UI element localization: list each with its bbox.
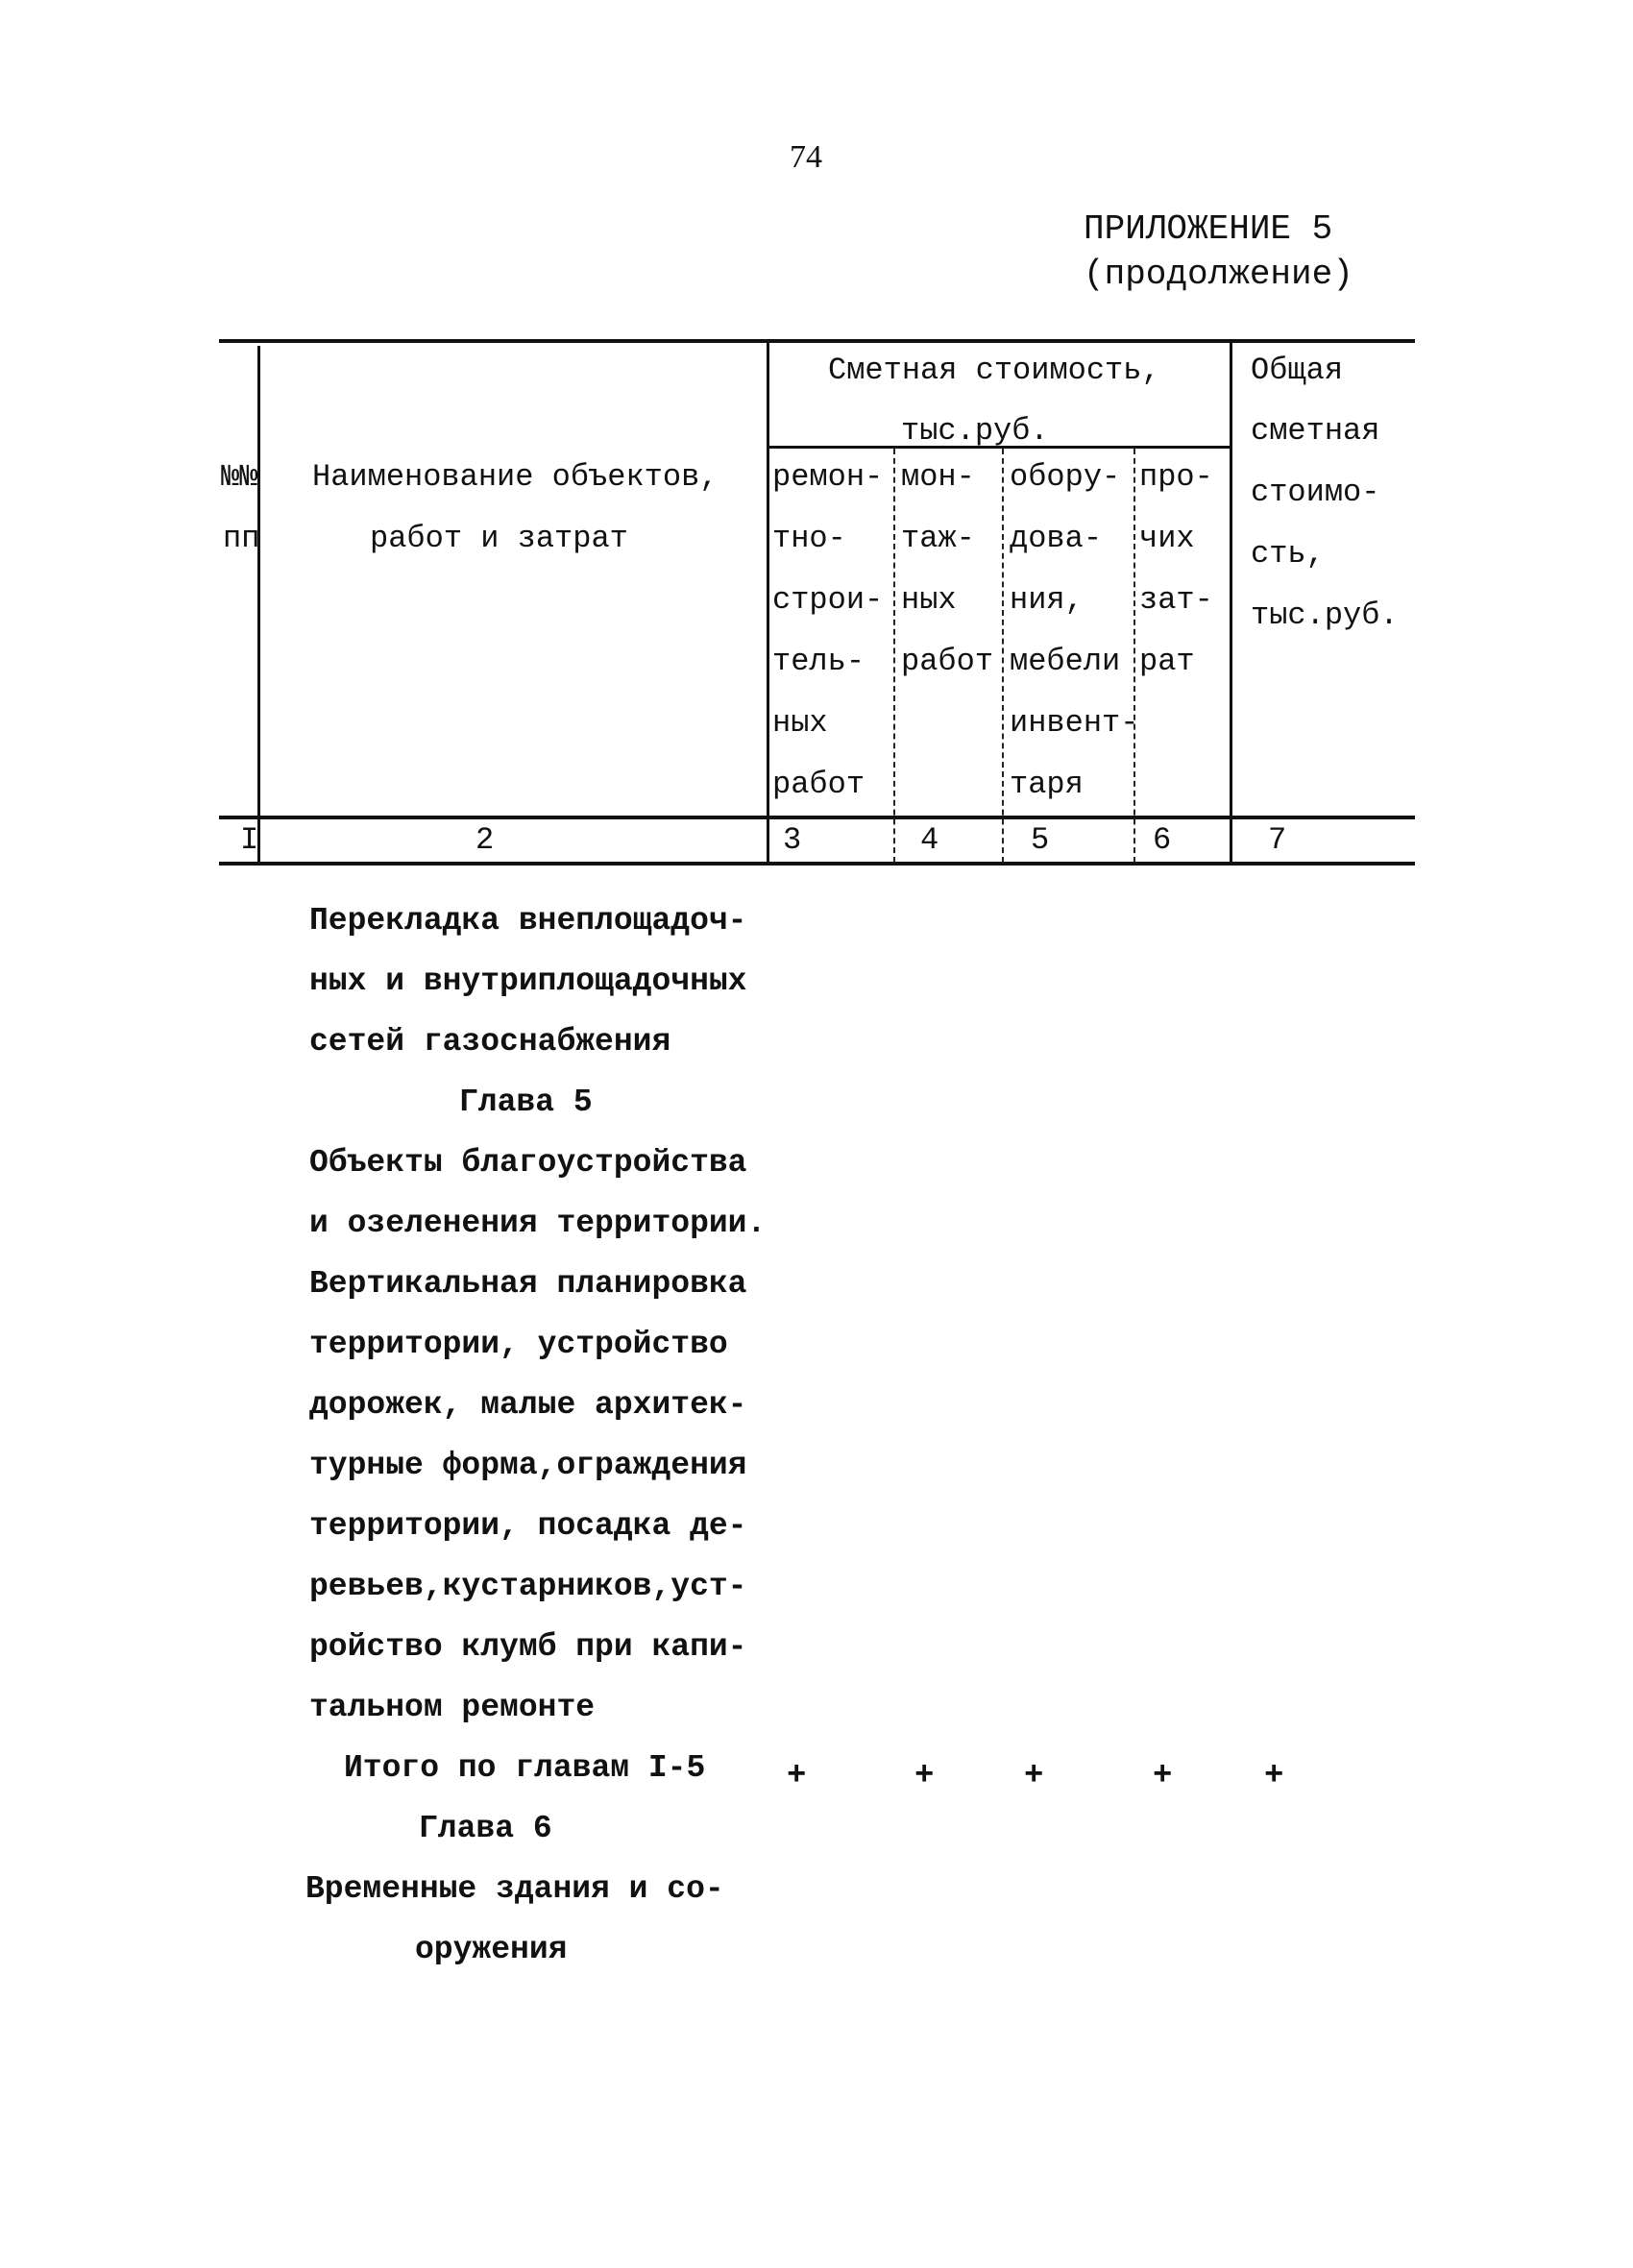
col3-header-l4: тель- [772,644,865,679]
col5-header-l1: обору- [1010,459,1121,495]
col3-header-l2: тно- [772,521,846,556]
col5-header-l2: дова- [1010,521,1103,556]
chapter-heading: Глава 5 [459,1085,593,1120]
page-number: 74 [790,139,822,175]
body-line: ных и внутриплощадочных [309,963,747,999]
body-line: сетей газоснабжения [309,1024,671,1060]
group-header-line2: тыс.руб. [901,413,1049,449]
body-line: тальном ремонте [309,1690,596,1725]
col6-header-l3: зат- [1139,582,1213,618]
column-number-1: I [240,822,259,858]
col1-header-line1: №№ [221,459,258,495]
body-line: Перекладка внеплощадоч- [309,903,747,939]
col-divider-2 [767,341,769,863]
col7-header-l2: сметная [1251,413,1380,449]
col-divider-3 [893,449,895,863]
col2-header-line1: Наименование объектов, [312,459,719,495]
col-divider-5 [1133,449,1135,863]
table-top-border [219,339,1415,343]
body-line: ройство клумб при капи- [309,1629,747,1665]
col-divider-1 [257,346,260,863]
appendix-title: ПРИЛОЖЕНИЕ 5 [1084,209,1333,249]
body-line: территории, посадка де- [309,1508,747,1544]
col6-header-l2: чих [1139,521,1195,556]
col5-header-l3: ния, [1010,582,1084,618]
column-number-5: 5 [1031,822,1050,858]
col5-header-l6: таря [1010,767,1084,802]
body-line: ревьев,кустарников,уст- [309,1569,747,1604]
col6-header-l4: рат [1139,644,1195,679]
total-mark-col5: + [1024,1758,1044,1794]
col7-header-l3: стоимо- [1251,475,1380,510]
col7-header-l4: сть, [1251,536,1325,572]
col-divider-4 [1002,449,1004,863]
body-line: Временные здания и со- [305,1871,724,1907]
col4-header-l1: мон- [901,459,975,495]
col-divider-6 [1230,341,1232,863]
total-label: Итого по главам I-5 [344,1750,706,1786]
column-number-2: 2 [475,822,495,858]
column-number-7: 7 [1268,822,1287,858]
col5-header-l4: мебели [1010,644,1121,679]
col3-header-l6: работ [772,767,865,802]
group-header-line1: Сметная стоимость, [828,353,1160,388]
body-line: дорожек, малые архитек- [309,1387,747,1423]
chapter-heading: Глава 6 [419,1811,552,1846]
body-line: турные форма,ограждения [309,1448,747,1483]
body-line: Объекты благоустройства [309,1145,747,1181]
table-number-row-border [219,862,1415,866]
header-bottom-border [219,816,1415,819]
total-mark-col6: + [1153,1758,1173,1794]
col6-header-l1: про- [1139,459,1213,495]
total-mark-col7: + [1264,1758,1284,1794]
col3-header-l1: ремон- [772,459,884,495]
column-number-3: 3 [783,822,802,858]
col3-header-l3: строи- [772,582,884,618]
column-number-6: 6 [1153,822,1172,858]
appendix-subtitle: (продолжение) [1084,255,1353,294]
col4-header-l2: таж- [901,521,975,556]
col7-header-l5: тыс.руб. [1251,597,1399,633]
body-line: территории, устройство [309,1327,728,1362]
column-number-4: 4 [920,822,939,858]
col5-header-l5: инвент- [1010,705,1139,741]
col1-header-line2: пп [223,521,260,556]
body-line: оружения [415,1932,568,1967]
col4-header-l3: ных [901,582,957,618]
body-line: и озеленения территории. [309,1206,767,1241]
col7-header-l1: Общая [1251,353,1344,388]
total-mark-col4: + [914,1758,935,1794]
col4-header-l4: работ [901,644,994,679]
body-line: Вертикальная планировка [309,1266,747,1302]
col2-header-line2: работ и затрат [370,521,628,556]
total-mark-col3: + [787,1758,807,1794]
col3-header-l5: ных [772,705,828,741]
